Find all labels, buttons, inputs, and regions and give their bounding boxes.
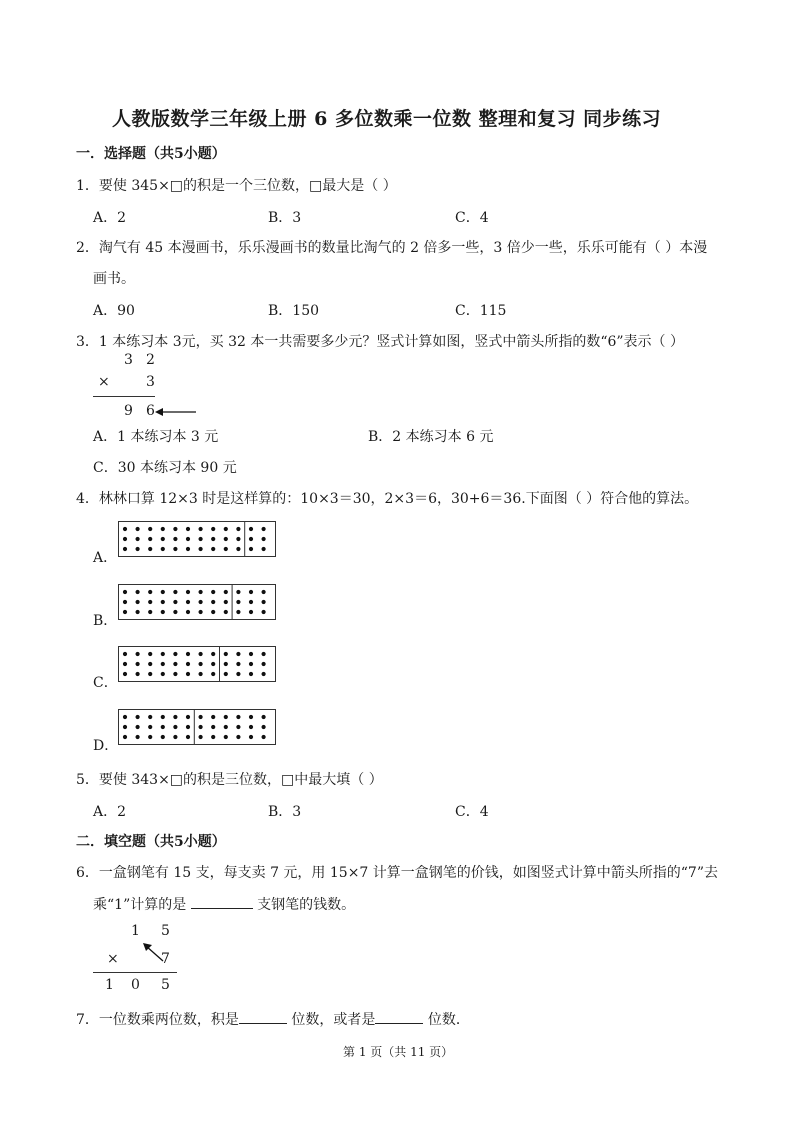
q5-option-b[interactable]: B．3: [268, 804, 302, 820]
question-6-line1: 6．一盒钢笔有 15 支，每支卖 7 元，用 15×7 计算一盒钢笔的价钱，如图竖式计算中箭头所指的“7”去: [76, 865, 719, 881]
page-footer: 第 1 页（共 11 页）: [343, 1045, 454, 1059]
dot-left-group: [186, 610, 190, 614]
dot-left-group: [199, 590, 203, 594]
dot-left-group: [161, 547, 165, 551]
dot-left-group: [224, 590, 228, 594]
q6-calc-digit: 1: [131, 923, 140, 939]
dot-left-group: [136, 735, 140, 739]
dot-array: [119, 647, 275, 681]
dot-left-group: [186, 527, 190, 531]
dot-left-group: [123, 672, 127, 676]
q2-option-c[interactable]: C．115: [455, 303, 507, 319]
dot-left-group: [161, 527, 165, 531]
dot-left-group: [173, 662, 177, 666]
dot-left-group: [173, 652, 177, 656]
dot-left-group: [148, 672, 152, 676]
dot-left-group: [186, 725, 190, 729]
q3-calc-digit: 3: [146, 374, 155, 390]
dot-left-group: [148, 735, 152, 739]
dot-left-group: [148, 547, 152, 551]
dot-right-group: [211, 725, 215, 729]
dot-right-group: [262, 590, 266, 594]
question-2-line2: 画书。: [93, 271, 135, 287]
q3-option-c[interactable]: C．30 本练习本 90 元: [93, 460, 237, 476]
dot-left-group: [136, 527, 140, 531]
dot-right-group: [262, 600, 266, 604]
dot-left-group: [173, 527, 177, 531]
dot-right-group: [249, 547, 253, 551]
dot-right-group: [262, 715, 266, 719]
dot-right-group: [236, 652, 240, 656]
dot-left-group: [186, 600, 190, 604]
q7-text-c: 位数．: [423, 1012, 470, 1028]
dot-left-group: [211, 600, 215, 604]
q4-option-b[interactable]: B．: [93, 613, 118, 629]
dot-left-group: [123, 610, 127, 614]
dot-left-group: [211, 527, 215, 531]
dot-right-group: [249, 735, 253, 739]
dot-right-group: [211, 735, 215, 739]
dot-left-group: [173, 537, 177, 541]
dot-left-group: [236, 537, 240, 541]
q6-text-after-blank: 支钢笔的钱数。: [252, 897, 356, 913]
q6-calc-digit: 0: [131, 977, 140, 993]
dot-left-group: [148, 610, 152, 614]
dot-left-group: [186, 715, 190, 719]
dot-left-group: [186, 735, 190, 739]
dot-array: [119, 585, 275, 619]
q3-calc-digit: 2: [146, 352, 155, 368]
dot-left-group: [123, 725, 127, 729]
dot-left-group: [123, 652, 127, 656]
dot-left-group: [224, 527, 228, 531]
question-3: 3．1 本练习本 3元，买 32 本一共需要多少元？竖式计算如图，竖式中箭头所指的数“6”表示（ ）: [76, 334, 685, 350]
dot-right-group: [262, 725, 266, 729]
dot-left-group: [136, 672, 140, 676]
q6-calc-operator: ×: [107, 951, 119, 967]
q5-option-c[interactable]: C．4: [455, 804, 489, 820]
dot-left-group: [186, 662, 190, 666]
question-5: 5．要使 343×□的积是三位数，□中最大填（ ）: [76, 772, 383, 788]
dot-left-group: [173, 725, 177, 729]
dot-left-group: [224, 547, 228, 551]
question-6-line2: [93, 894, 355, 914]
q6-calc-digit: 1: [105, 977, 114, 993]
dot-left-group: [161, 725, 165, 729]
dot-left-group: [148, 652, 152, 656]
dot-left-group: [173, 600, 177, 604]
dot-right-group: [249, 610, 253, 614]
dot-left-group: [136, 600, 140, 604]
dot-left-group: [199, 537, 203, 541]
dot-array: [119, 522, 275, 556]
q7-answer-blank-1[interactable]: [239, 1009, 287, 1024]
dot-left-group: [173, 610, 177, 614]
q3-calc-digit: 9: [124, 403, 133, 419]
q1-option-b[interactable]: B．3: [268, 210, 302, 226]
q6-text-before-blank: 乘“1”计算的是: [93, 897, 191, 913]
dot-right-group: [236, 725, 240, 729]
dot-left-group: [136, 652, 140, 656]
dot-right-group: [249, 662, 253, 666]
dot-right-group: [262, 527, 266, 531]
dot-right-group: [249, 590, 253, 594]
q3-calc-operator: ×: [98, 374, 110, 390]
dot-left-group: [148, 715, 152, 719]
dot-left-group: [161, 715, 165, 719]
dot-left-group: [136, 715, 140, 719]
q4-option-a[interactable]: A．: [93, 550, 118, 566]
dot-array: [119, 710, 275, 744]
dot-right-group: [236, 600, 240, 604]
dot-right-group: [236, 672, 240, 676]
dot-left-group: [211, 610, 215, 614]
dot-left-group: [211, 672, 215, 676]
dot-left-group: [211, 652, 215, 656]
dot-right-group: [262, 652, 266, 656]
dot-left-group: [136, 547, 140, 551]
dot-right-group: [249, 600, 253, 604]
dot-left-group: [161, 537, 165, 541]
dot-left-group: [211, 537, 215, 541]
dot-left-group: [136, 610, 140, 614]
dot-left-group: [199, 610, 203, 614]
dot-left-group: [173, 715, 177, 719]
q6-calc-digit: 5: [161, 923, 170, 939]
dot-left-group: [199, 547, 203, 551]
question-2-line1: 2．淘气有 45 本漫画书，乐乐漫画书的数量比淘气的 2 倍多一些，3 倍少一些，乐乐可能有（ ）本漫: [76, 240, 708, 256]
q6-answer-blank[interactable]: [191, 894, 253, 909]
dot-left-group: [199, 672, 203, 676]
dot-right-group: [199, 715, 203, 719]
dot-right-group: [262, 537, 266, 541]
dot-right-group: [249, 715, 253, 719]
dot-left-group: [186, 547, 190, 551]
dot-left-group: [224, 537, 228, 541]
dot-left-group: [224, 600, 228, 604]
dot-left-group: [136, 662, 140, 666]
dot-left-group: [161, 652, 165, 656]
arrow-left-icon: [155, 406, 197, 418]
dot-right-group: [199, 735, 203, 739]
dot-right-group: [249, 527, 253, 531]
dot-left-group: [161, 600, 165, 604]
dot-left-group: [173, 672, 177, 676]
dot-left-group: [211, 662, 215, 666]
dot-left-group: [173, 590, 177, 594]
dot-left-group: [148, 527, 152, 531]
q4-dot-figure-b: [118, 584, 276, 620]
dot-right-group: [249, 652, 253, 656]
dot-left-group: [136, 725, 140, 729]
dot-right-group: [224, 652, 228, 656]
dot-right-group: [262, 662, 266, 666]
dot-left-group: [186, 590, 190, 594]
dot-left-group: [123, 735, 127, 739]
dot-right-group: [236, 662, 240, 666]
q1-option-c[interactable]: C．4: [455, 210, 489, 226]
question-1: 1．要使 345×□的积是一个三位数，□最大是（ ）: [76, 178, 397, 194]
dot-right-group: [224, 715, 228, 719]
dot-left-group: [211, 547, 215, 551]
dot-left-group: [161, 672, 165, 676]
dot-right-group: [236, 735, 240, 739]
dot-left-group: [186, 537, 190, 541]
dot-right-group: [262, 610, 266, 614]
q3-calc-digit: 6: [146, 403, 155, 419]
q7-answer-blank-2[interactable]: [375, 1009, 423, 1024]
question-4: 4．林林口算 12×3 时是这样算的：10×3＝30，2×3＝6，30+6＝36.下面图（ ）符合他的算法。: [76, 491, 699, 507]
dot-left-group: [236, 527, 240, 531]
q7-text-b: 位数，或者是: [286, 1012, 376, 1028]
dot-left-group: [148, 537, 152, 541]
dot-right-group: [262, 547, 266, 551]
section-choice-heading: 一．选择题（共5小题）: [76, 146, 226, 162]
q4-dot-figure-c: [118, 646, 276, 682]
dot-left-group: [123, 537, 127, 541]
dot-right-group: [199, 725, 203, 729]
dot-right-group: [249, 725, 253, 729]
dot-left-group: [186, 672, 190, 676]
q5-option-a[interactable]: A．2: [93, 804, 127, 820]
dot-left-group: [123, 715, 127, 719]
dot-left-group: [148, 725, 152, 729]
q4-dot-figure-a: [118, 521, 276, 557]
q4-option-d[interactable]: D．: [93, 738, 119, 754]
dot-left-group: [136, 590, 140, 594]
dot-right-group: [224, 672, 228, 676]
dot-left-group: [236, 547, 240, 551]
dot-right-group: [249, 672, 253, 676]
dot-left-group: [199, 527, 203, 531]
dot-left-group: [224, 610, 228, 614]
q3-vertical-calculation: [93, 352, 203, 422]
q1-option-a[interactable]: A．2: [93, 210, 127, 226]
q3-option-b[interactable]: B．2 本练习本 6 元: [368, 429, 494, 445]
dot-left-group: [123, 547, 127, 551]
question-7: [76, 1009, 470, 1029]
q2-option-b[interactable]: B．150: [268, 303, 320, 319]
dot-left-group: [148, 600, 152, 604]
dot-left-group: [161, 610, 165, 614]
dot-left-group: [148, 662, 152, 666]
q3-calc-digit: 3: [124, 352, 133, 368]
q6-calc-rule: [93, 972, 177, 973]
q4-option-c[interactable]: C．: [93, 675, 118, 691]
q3-option-a[interactable]: A．1 本练习本 3 元: [93, 429, 219, 445]
q4-dot-figure-d: [118, 709, 276, 745]
dot-right-group: [262, 735, 266, 739]
q7-text-a: 7．一位数乘两位数，积是: [76, 1012, 239, 1028]
dot-left-group: [199, 600, 203, 604]
dot-right-group: [224, 735, 228, 739]
dot-right-group: [236, 590, 240, 594]
dot-right-group: [249, 537, 253, 541]
q6-calc-digit: 7: [161, 951, 170, 967]
dot-right-group: [236, 610, 240, 614]
dot-left-group: [173, 547, 177, 551]
dot-right-group: [224, 725, 228, 729]
dot-left-group: [123, 590, 127, 594]
dot-left-group: [199, 662, 203, 666]
q6-vertical-calculation: [93, 923, 183, 995]
dot-left-group: [123, 600, 127, 604]
dot-left-group: [211, 590, 215, 594]
dot-left-group: [123, 662, 127, 666]
dot-left-group: [161, 735, 165, 739]
page-title: 人教版数学三年级上册 6 多位数乘一位数 整理和复习 同步练习: [112, 108, 662, 130]
q6-calc-digit: 5: [161, 977, 170, 993]
dot-left-group: [199, 652, 203, 656]
section-fill-heading: 二．填空题（共5小题）: [76, 834, 226, 850]
dot-left-group: [123, 527, 127, 531]
dot-left-group: [148, 590, 152, 594]
dot-left-group: [186, 652, 190, 656]
q3-calc-rule: [93, 396, 155, 397]
dot-right-group: [211, 715, 215, 719]
dot-left-group: [173, 735, 177, 739]
dot-left-group: [161, 662, 165, 666]
dot-left-group: [136, 537, 140, 541]
dot-left-group: [161, 590, 165, 594]
dot-right-group: [262, 672, 266, 676]
dot-right-group: [224, 662, 228, 666]
q2-option-a[interactable]: A．90: [93, 303, 135, 319]
dot-right-group: [236, 715, 240, 719]
